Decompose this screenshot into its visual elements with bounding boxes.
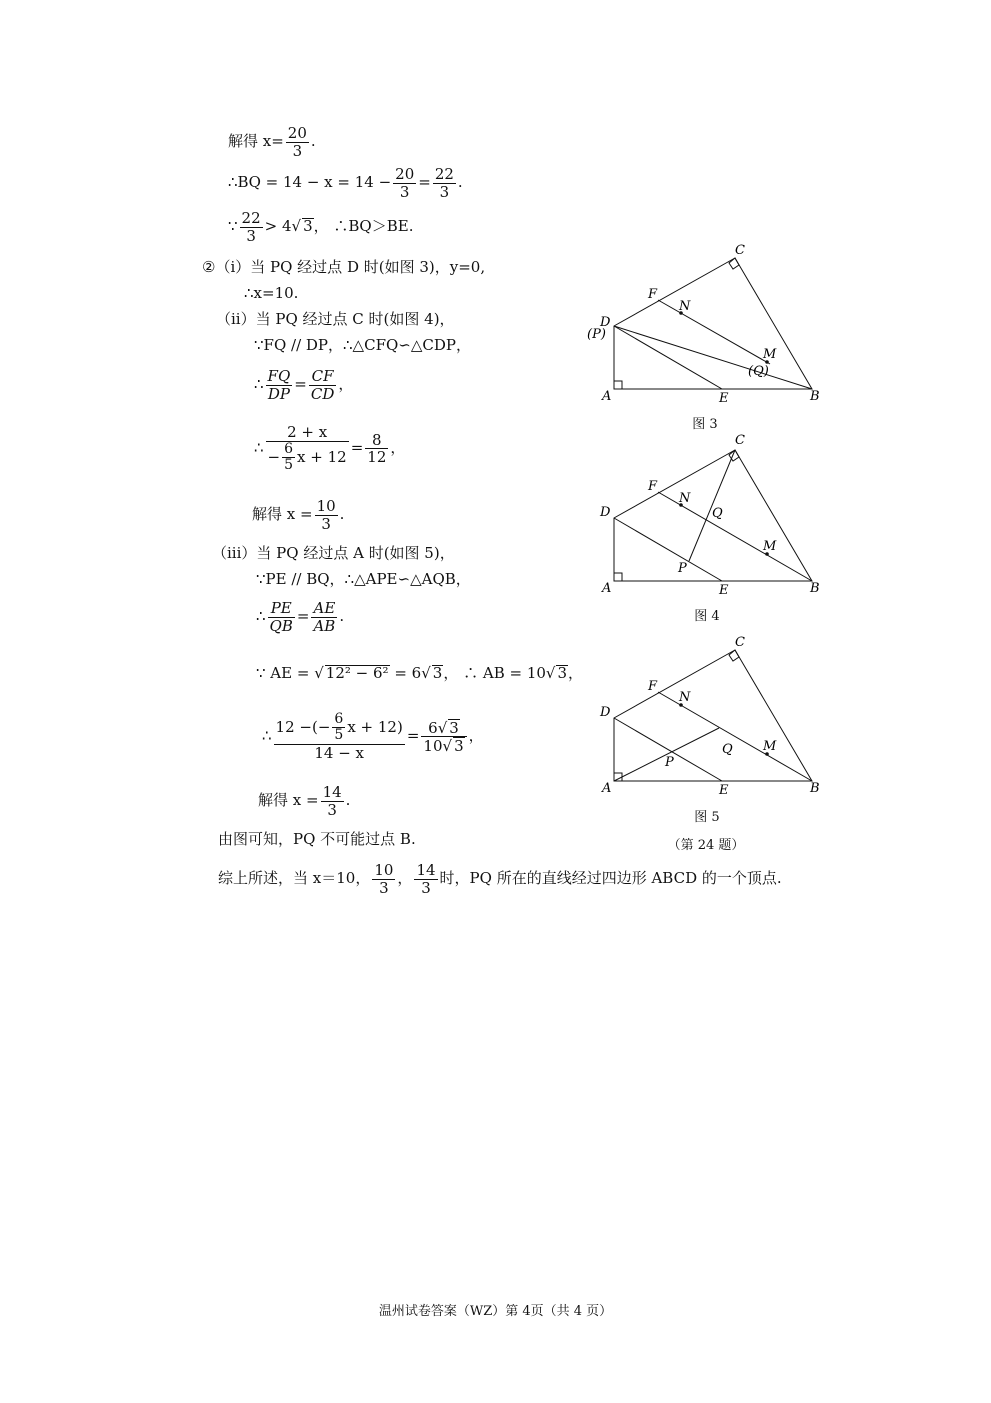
fig4-label-a: A xyxy=(602,581,612,596)
fig5-label-f: F xyxy=(648,679,658,694)
figure-4 xyxy=(580,430,830,600)
case-iii-line: （iii）当 PQ 经过点 A 时(如图 5)， xyxy=(212,544,455,562)
bq-line: ∴BQ = 14 − x = 14 − $\frac{20}{3}$ = $\frac{22}{3}$ . xyxy=(228,165,463,201)
fig4-label-f: F xyxy=(648,479,658,494)
fig4-label-c: C xyxy=(735,433,745,448)
fig5-label-m: M xyxy=(763,739,777,754)
case-iii-parallel: ∵PE // BQ，∴△APE∽△AQB， xyxy=(256,570,471,588)
fig5-label-b: B xyxy=(810,781,820,796)
fig3-label-n: N xyxy=(679,299,691,314)
fig3-label-p: (P) xyxy=(587,327,606,342)
figure-3 xyxy=(580,238,830,408)
fig5-label-p: P xyxy=(665,755,674,770)
fig3-label-e: E xyxy=(719,391,729,406)
case-ii-solution: 解得 x = $\frac{10}{3}$ . xyxy=(252,497,345,533)
fig4-label-p: P xyxy=(678,561,687,576)
fig4-label-b: B xyxy=(810,581,820,596)
page-footer: 温州试卷答案（WZ）第 4页（共 4 页） xyxy=(378,1304,613,1319)
fig4-label-d: D xyxy=(600,505,611,520)
case-iii-equation: ∴ 12 −(− $\frac{6}{5}$ x + 12) 14 − x = $\frac{6√ 3}{10√ 3}$ ， xyxy=(262,711,484,762)
case-i-line: ②（i）当 PQ 经过点 D 时(如图 3)，y=0, xyxy=(202,258,486,276)
case-iii-ae-ab: ∵ AE = √ 12² − 6² = 6√ 3， ∴ AB = 10√ 3， xyxy=(256,664,584,682)
case-ii-equation: ∴ 2 + x − $\frac{6}{5}$ x + 12 = $\frac{8}{12}$ ， xyxy=(254,423,406,473)
case-iii-solution: 解得 x = $\frac{14}{3}$ . xyxy=(258,783,351,819)
fig3-label-a: A xyxy=(602,389,612,404)
case-i-result: ∴x=10. xyxy=(244,284,299,302)
fig4-label-m: M xyxy=(763,539,777,554)
fig5-label-a: A xyxy=(602,781,612,796)
fig3-label-b: B xyxy=(810,389,820,404)
fig3-label-c: C xyxy=(735,243,745,258)
fig4-label-q: Q xyxy=(712,506,723,521)
fig3-label-m: M xyxy=(763,347,777,362)
case-ii-line: （ii）当 PQ 经过点 C 时(如图 4)， xyxy=(216,310,455,328)
fig5-label-d: D xyxy=(600,705,611,720)
fig4-caption: 图 4 xyxy=(694,609,720,624)
fig4-label-e: E xyxy=(719,583,729,598)
solve-line-1: 解得 x= $\frac{20}{3}$ . xyxy=(228,124,316,160)
fig5-label-e: E xyxy=(719,783,729,798)
fig5-label-q: Q xyxy=(722,742,733,757)
fig3-caption: 图 3 xyxy=(692,417,718,432)
not-b-line: 由图可知，PQ 不可能过点 B. xyxy=(218,830,416,848)
fig3-label-f: F xyxy=(648,287,658,302)
fig5-label-c: C xyxy=(735,635,745,650)
fig5-caption: 图 5 xyxy=(694,810,720,825)
conclusion-line: 综上所述，当 x＝10， $\frac{10}{3}$ ， $\frac{14}{3}$ 时，PQ 所在的直线经过四边形 ABCD 的一个顶点. xyxy=(218,861,782,897)
fig3-label-q: (Q) xyxy=(748,364,769,379)
problem-caption: （第 24 题） xyxy=(667,838,745,853)
fig3-label-d: D xyxy=(600,315,611,330)
figure-5 xyxy=(580,630,830,800)
fig5-label-n: N xyxy=(679,690,691,705)
case-ii-parallel: ∵FQ // DP，∴△CFQ∽△CDP， xyxy=(254,336,471,354)
case-ii-ratio: ∴ $\frac{FQ}{DP}$ = $\frac{CF}{CD}$ ， xyxy=(254,367,354,403)
case-iii-ratio: ∴ $\frac{PE}{QB}$ = $\frac{AE}{AB}$ . xyxy=(256,599,345,635)
compare-line: ∵ $\frac{22}{3}$ > 4√ 3， ∴BQ＞BE. xyxy=(228,209,414,245)
fig4-label-n: N xyxy=(679,491,691,506)
